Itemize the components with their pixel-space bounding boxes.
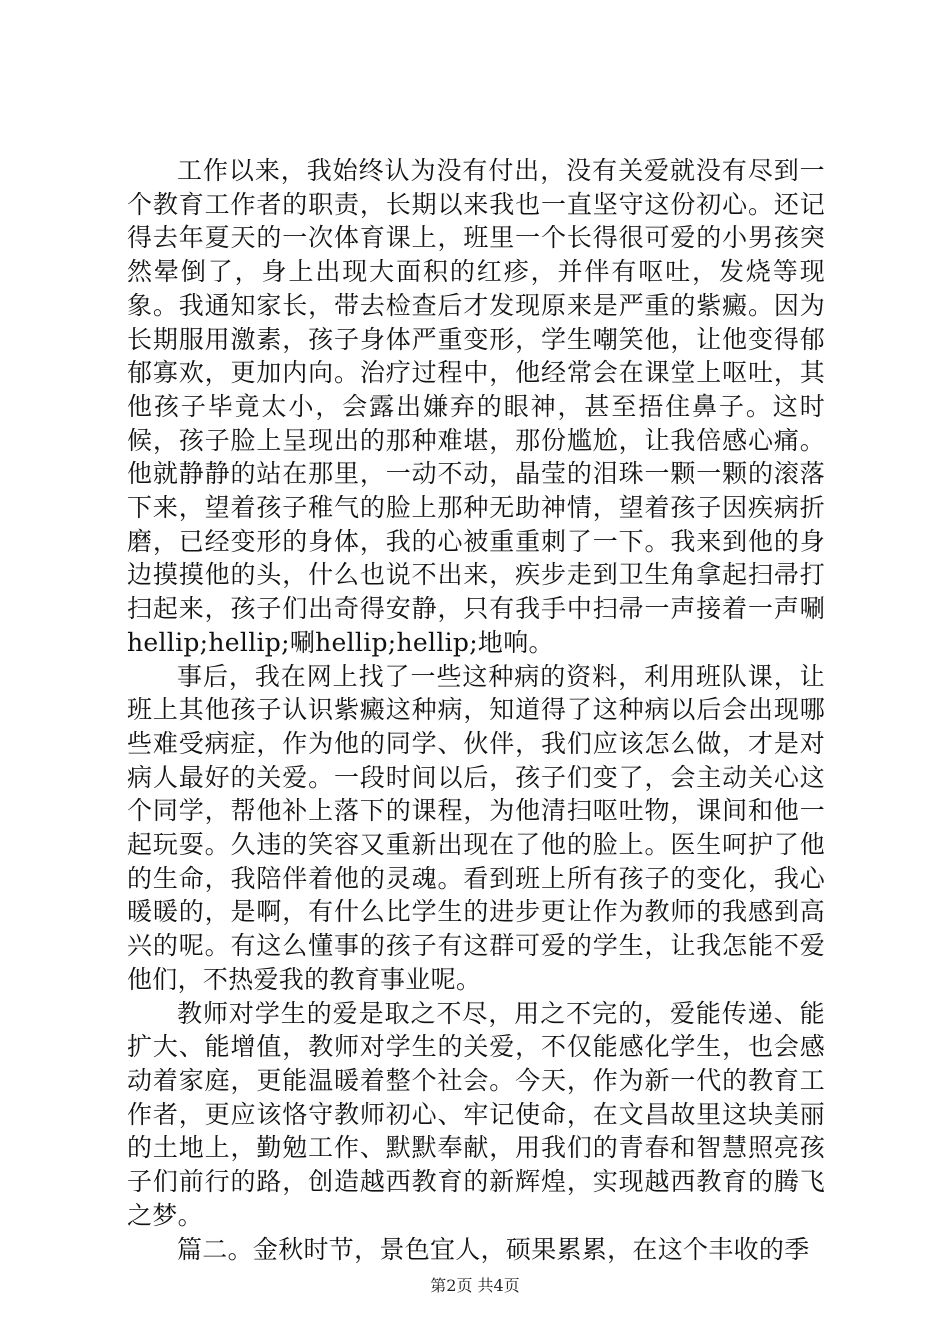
paragraph-3: 教师对学生的爱是取之不尽，用之不完的，爱能传递、能扩大、能增值，教师对学生的关爱，不仅能感化学生，也会感动着家庭，更能温暖着整个社会。今天，作为新一代的教育工作者，更应该恪守教师初心、牢记使命，在文昌故里这块美丽的土地上，勤勉工作、默默奉献，用我们的青春和智慧照亮孩子们前行的路，创造越西教育的新辉煌，实现越西教育的腾飞之梦。 <box>127 998 825 1230</box>
paragraph-1: 工作以来，我始终认为没有付出，没有关爱就没有尽到一个教育工作者的职责，长期以来我也一直坚守这份初心。还记得去年夏天的一次体育课上，班里一个长得很可爱的小男孩突然晕倒了，身上出现大面积的红疹，并伴有呕吐，发烧等现象。我通知家长，带去检查后才发现原来是严重的紫癜。因为长期服用激素，孩子身体严重变形，学生嘲笑他，让他变得郁郁寡欢，更加内向。治疗过程中，他经常会在课堂上呕吐，其他孩子毕竟太小，会露出嫌弃的眼神，甚至捂住鼻子。这时候，孩子脸上呈现出的那种难堪，那份尴尬，让我倍感心痛。他就静静的站在那里，一动不动，晶莹的泪珠一颗一颗的滚落下来，望着孩子稚气的脸上那种无助神情，望着孩子因疾病折磨，已经变形的身体，我的心被重重刺了一下。我来到他的身边摸摸他的头，什么也说不出来，疾步走到卫生角拿起扫帚打扫起来，孩子们出奇得安静，只有我手中扫帚一声接着一声唰hellip;hellip;唰hellip;hellip;地响。 <box>127 156 825 657</box>
page-footer: 第2页 共4页 <box>430 1276 520 1295</box>
body-text <box>127 154 825 1266</box>
paragraph-2: 事后，我在网上找了一些这种病的资料，利用班队课，让班上其他孩子认识紫癜这种病，知道得了这种病以后会出现哪些难受病症，作为他的同学、伙伴，我们应该怎么做，才是对病人最好的关爱。一段时间以后，孩子们变了，会主动关心这个同学，帮他补上落下的课程，为他清扫呕吐物，课间和他一起玩耍。久违的笑容又重新出现在了他的脸上。医生呵护了他的生命，我陪伴着他的灵魂。看到班上所有孩子的变化，我心暖暖的，是啊，有什么比学生的进步更让作为教师的我感到高兴的呢。有这么懂事的孩子有这群可爱的学生，让我怎能不爱他们，不热爱我的教育事业呢。 <box>127 661 825 994</box>
paragraph-4: 篇二。金秋时节，景色宜人，硕果累累，在这个丰收的季 <box>177 1234 810 1264</box>
